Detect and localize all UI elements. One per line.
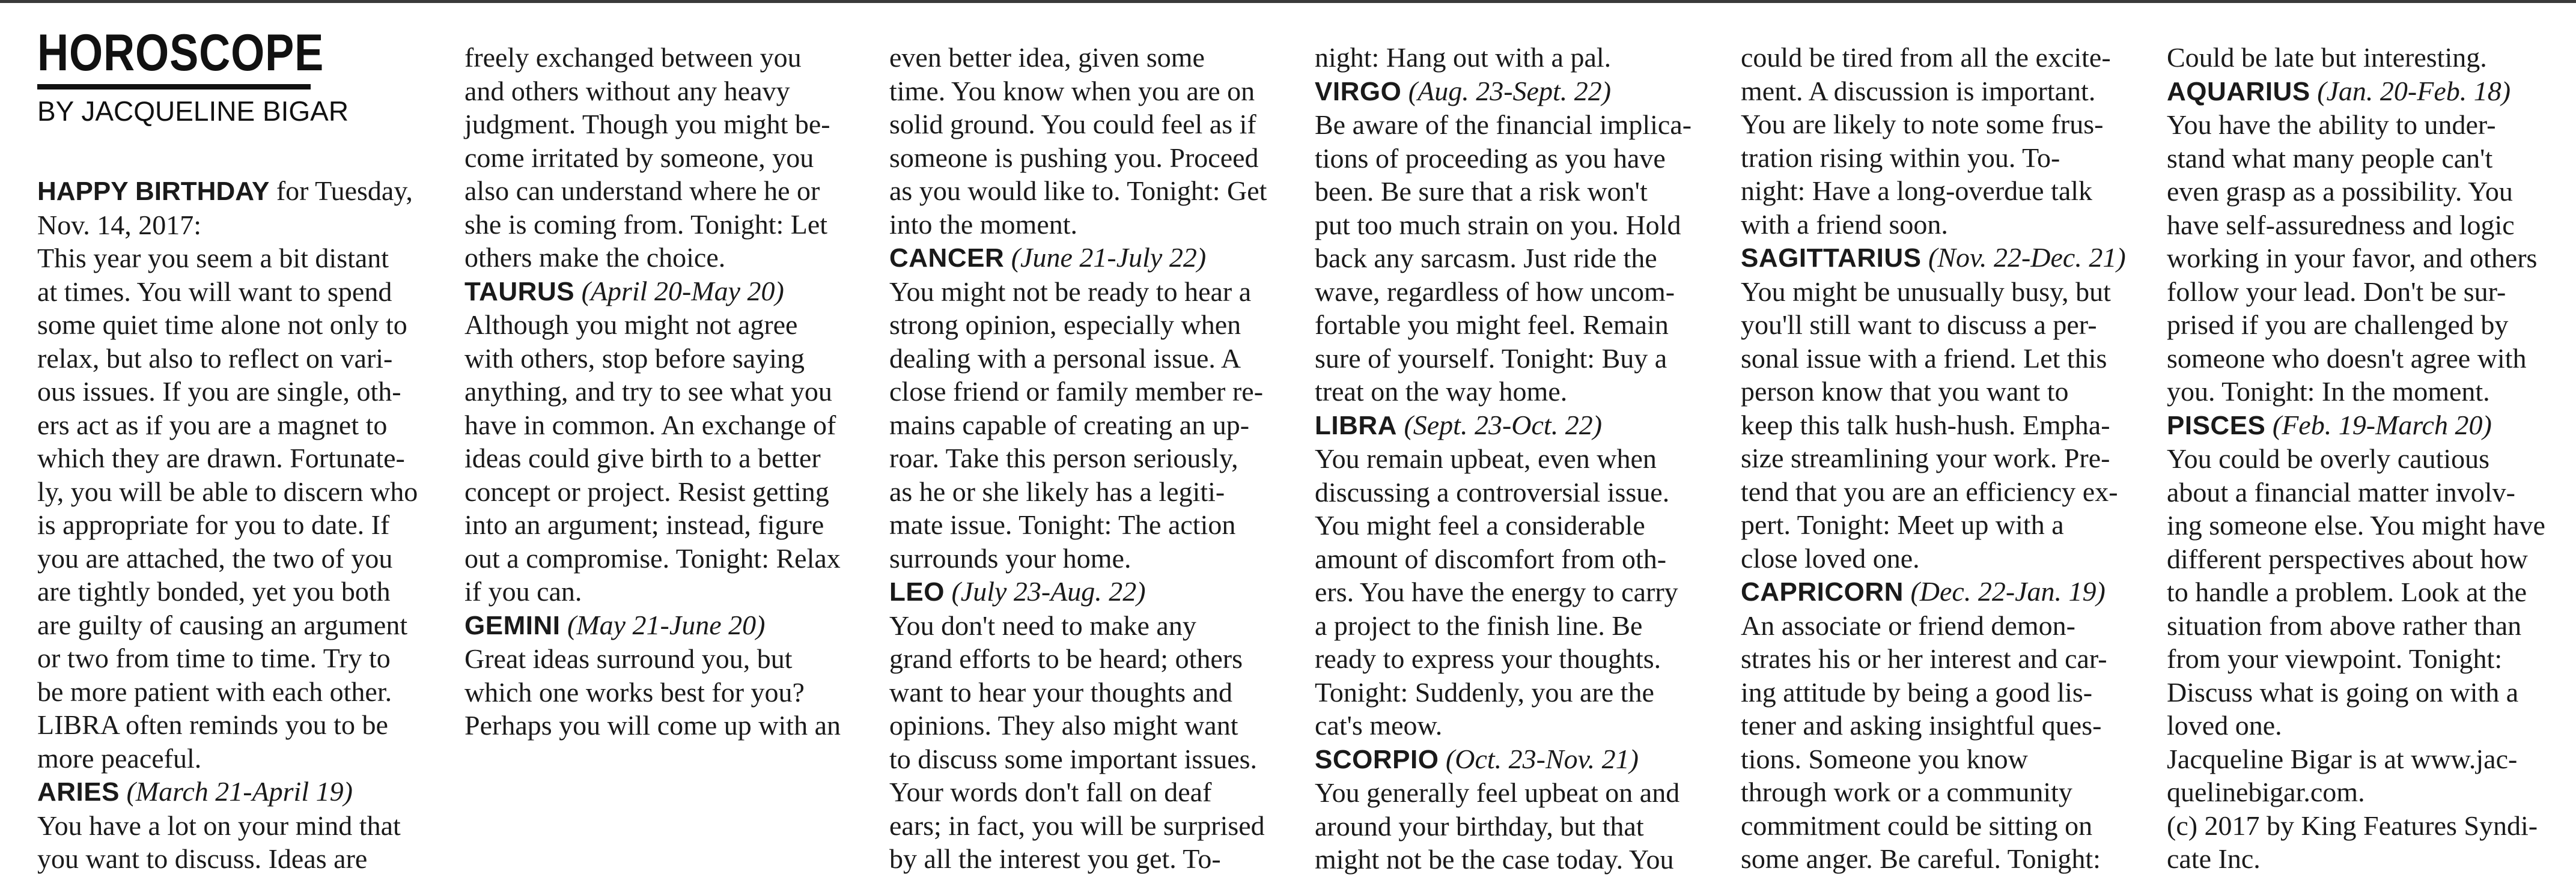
birthday-date-part1: for Tuesday,: [276, 175, 413, 206]
birthday-line: be more patient with each other.: [37, 676, 392, 707]
birthday-line: or two from time to time. Try to: [37, 643, 391, 673]
sagittarius-line: size streamlining your work. Pre-: [1741, 443, 2110, 473]
aries-line: and others without any heavy: [464, 75, 790, 106]
sign-name-libra: LIBRA: [1315, 410, 1397, 440]
gemini-line: into the moment.: [889, 208, 1078, 240]
capricorn-line: some anger. Be careful. Tonight:: [1741, 843, 2101, 874]
sagittarius-line: keep this talk hush-hush. Empha-: [1741, 409, 2110, 440]
birthday-date-part2: Nov. 14, 2017:: [37, 209, 202, 240]
title-underline: [37, 84, 311, 90]
aries-heading: [37, 775, 428, 809]
capricorn-line: tions. Someone you know: [1741, 743, 2028, 774]
capricorn-line: tener and asking insightful ques-: [1741, 710, 2102, 741]
virgo-line: tions of proceeding as you have: [1315, 142, 1666, 174]
pisces-line: You could be overly cautious: [2167, 443, 2490, 474]
birthday-line: is appropriate for you to date. If: [37, 509, 390, 540]
virgo-line: back any sarcasm. Just ride the: [1315, 243, 1657, 273]
capricorn-line: Could be late but interesting.: [2167, 42, 2487, 73]
column-2: [464, 41, 873, 759]
aquarius-line: follow your lead. Don't be sur-: [2167, 276, 2506, 307]
sign-name-leo: LEO: [889, 577, 945, 607]
sagittarius-line: You might be unusually busy, but: [1741, 276, 2111, 307]
aries-line: she is coming from. Tonight: Let: [464, 208, 828, 240]
sign-name-aquarius: AQUARIUS: [2167, 76, 2310, 106]
birthday-line: LIBRA often reminds you to be: [37, 709, 388, 740]
capricorn-line: An associate or friend demon-: [1741, 610, 2075, 641]
scorpio-line: You are likely to note some frus-: [1741, 109, 2104, 139]
capricorn-line: ing attitude by being a good lis-: [1741, 676, 2093, 708]
gemini-heading: [464, 608, 873, 643]
libra-line: Tonight: Suddenly, you are the: [1315, 676, 1654, 708]
gemini-line: time. You know when you are on: [889, 75, 1255, 106]
birthday-heading-line: [37, 174, 428, 208]
pisces-heading: [2167, 408, 2566, 443]
aries-line: also can understand where he or: [464, 175, 820, 206]
taurus-line: anything, and try to see what you: [464, 376, 832, 407]
scorpio-line: with a friend soon.: [1741, 208, 1948, 240]
virgo-line: sure of yourself. Tonight: Buy a: [1315, 342, 1667, 374]
pisces-line: different perspectives about how: [2167, 543, 2528, 574]
leo-line: by all the interest you get. To-: [889, 843, 1221, 874]
libra-line: You remain upbeat, even when: [1315, 443, 1657, 474]
libra-line: You might feel a considerable: [1315, 510, 1645, 541]
aquarius-line: someone who doesn't agree with: [2167, 342, 2527, 374]
libra-line: a project to the finish line. Be: [1315, 610, 1643, 641]
column-3: [889, 41, 1292, 874]
taurus-line: out a compromise. Tonight: Relax: [464, 542, 841, 574]
gemini-line: Perhaps you will come up with an: [464, 710, 841, 741]
aquarius-line: working in your favor, and others: [2167, 243, 2538, 273]
leo-line: grand efforts to be heard; others: [889, 643, 1243, 674]
birthday-line: some quiet time alone not only to: [37, 309, 407, 340]
gemini-line: solid ground. You could feel as if: [889, 109, 1256, 139]
sign-name-capricorn: CAPRICORN: [1741, 577, 1904, 607]
aries-line: You have a lot on your mind that: [37, 810, 401, 841]
column-5: [1741, 41, 2143, 874]
virgo-line: wave, regardless of how uncom-: [1315, 276, 1675, 307]
sign-dates-capricorn: (Dec. 22-Jan. 19): [1910, 576, 2106, 607]
birthday-line: more peaceful.: [37, 742, 202, 774]
taurus-line: concept or project. Resist getting: [464, 476, 829, 507]
cancer-line: dealing with a personal issue. A: [889, 342, 1241, 374]
sagittarius-line: you'll still want to discuss a per-: [1741, 309, 2097, 340]
capricorn-line: strates his or her interest and car-: [1741, 643, 2107, 674]
libra-line: discussing a controversial issue.: [1315, 476, 1670, 508]
taurus-line: ideas could give birth to a better: [464, 443, 821, 473]
cancer-line: surrounds your home.: [889, 542, 1131, 574]
scorpio-heading: [1315, 742, 1717, 777]
pisces-line: Discuss what is going on with a: [2167, 676, 2519, 708]
scorpio-line: You generally feel upbeat on and: [1315, 777, 1680, 808]
aries-line: you want to discuss. Ideas are: [37, 843, 368, 874]
leo-line: want to hear your thoughts and: [889, 676, 1233, 708]
cancer-line: roar. Take this person seriously,: [889, 443, 1238, 473]
sign-dates-leo: (July 23-Aug. 22): [951, 576, 1146, 607]
aquarius-line: have self-assuredness and logic: [2167, 209, 2515, 240]
sign-name-virgo: VIRGO: [1315, 76, 1402, 106]
pisces-line: loved one.: [2167, 710, 2282, 741]
top-rule: [0, 0, 2576, 3]
sign-dates-aries: (March 21-April 19): [126, 776, 353, 807]
page-title: HOROSCOPE: [37, 24, 324, 82]
sagittarius-line: person know that you want to: [1741, 376, 2069, 407]
pisces-line: from your viewpoint. Tonight:: [2167, 643, 2503, 674]
birthday-line: ous issues. If you are single, oth-: [37, 376, 401, 407]
birthday-line: ers act as if you are a magnet to: [37, 409, 388, 440]
sign-name-gemini: GEMINI: [464, 610, 561, 640]
virgo-line: fortable you might feel. Remain: [1315, 309, 1669, 340]
cancer-heading: [889, 241, 1292, 275]
aquarius-line: you. Tonight: In the moment.: [2167, 376, 2490, 407]
aquarius-line: You have the ability to under-: [2167, 109, 2496, 140]
birthday-line: are tightly bonded, yet you both: [37, 576, 391, 607]
gemini-line: even better idea, given some: [889, 42, 1205, 73]
taurus-line: with others, stop before saying: [464, 342, 805, 374]
sign-name-scorpio: SCORPIO: [1315, 744, 1439, 774]
pisces-line: to handle a problem. Look at the: [2167, 577, 2527, 607]
leo-line: You don't need to make any: [889, 610, 1196, 641]
scorpio-line: could be tired from all the excite-: [1741, 42, 2111, 73]
aquarius-line: prised if you are challenged by: [2167, 309, 2509, 340]
virgo-line: been. Be sure that a risk won't: [1315, 176, 1648, 207]
sign-name-sagittarius: SAGITTARIUS: [1741, 243, 1922, 273]
pisces-line: about a financial matter involv-: [2167, 476, 2515, 508]
sign-name-aries: ARIES: [37, 777, 120, 807]
virgo-heading: [1315, 74, 1717, 109]
aquarius-heading: [2167, 74, 2566, 109]
taurus-line: if you can.: [464, 576, 582, 607]
sign-dates-pisces: (Feb. 19-March 20): [2272, 409, 2492, 440]
taurus-line: into an argument; instead, figure: [464, 509, 824, 540]
sign-name-taurus: TAURUS: [464, 276, 575, 306]
taurus-line: Although you might not agree: [464, 309, 798, 340]
libra-line: ers. You have the energy to carry: [1315, 577, 1678, 607]
gemini-line: as you would like to. Tonight: Get: [889, 175, 1267, 206]
birthday-line: ly, you will be able to discern who: [37, 476, 418, 507]
column-6: [2167, 41, 2566, 874]
column-1: [37, 174, 428, 892]
leo-line: to discuss some important issues.: [889, 743, 1258, 774]
cancer-line: as he or she likely has a legiti-: [889, 476, 1225, 507]
scorpio-line: tration rising within you. To-: [1741, 142, 2060, 173]
cancer-line: You might not be ready to hear a: [889, 276, 1252, 307]
footer-line: quelinebigar.com.: [2167, 777, 2365, 807]
aquarius-line: even grasp as a possibility. You: [2167, 176, 2513, 207]
sign-dates-virgo: (Aug. 23-Sept. 22): [1408, 75, 1612, 106]
footer-line: cate Inc.: [2167, 843, 2261, 874]
scorpio-line: might not be the case today. You: [1315, 844, 1674, 875]
sagittarius-heading: [1741, 241, 2143, 275]
cancer-line: mains capable of creating an up-: [889, 409, 1250, 440]
sagittarius-line: tend that you are an efficiency ex-: [1741, 476, 2118, 507]
aries-line: come irritated by someone, you: [464, 142, 814, 173]
aries-line: others make the choice.: [464, 242, 726, 273]
cancer-line: close friend or family member re-: [889, 376, 1264, 407]
birthday-line: are guilty of causing an argument: [37, 609, 408, 640]
taurus-line: have in common. An exchange of: [464, 409, 836, 440]
birthday-line: you are attached, the two of you: [37, 542, 393, 574]
sign-dates-gemini: (May 21-June 20): [567, 609, 766, 640]
byline: BY JACQUELINE BIGAR: [37, 96, 349, 127]
birthday-line: This year you seem a bit distant: [37, 243, 389, 273]
leo-line: night: Hang out with a pal.: [1315, 42, 1612, 73]
footer-line: Jacqueline Bigar is at www.jac-: [2167, 743, 2518, 774]
sign-dates-taurus: (April 20-May 20): [581, 275, 784, 306]
sign-dates-aquarius: (Jan. 20-Feb. 18): [2317, 75, 2511, 106]
taurus-heading: [464, 275, 873, 309]
sign-dates-scorpio: (Oct. 23-Nov. 21): [1445, 743, 1639, 774]
scorpio-line: ment. A discussion is important.: [1741, 75, 2096, 106]
leo-heading: [889, 575, 1292, 609]
cancer-line: strong opinion, especially when: [889, 309, 1241, 340]
leo-line: opinions. They also might want: [889, 710, 1238, 741]
birthday-line: relax, but also to reflect on vari-: [37, 342, 393, 374]
libra-line: ready to express your thoughts.: [1315, 643, 1661, 674]
sign-name-cancer: CANCER: [889, 243, 1005, 273]
sagittarius-line: pert. Tonight: Meet up with a: [1741, 509, 2064, 540]
sign-dates-libra: (Sept. 23-Oct. 22): [1404, 409, 1603, 440]
capricorn-line: through work or a community: [1741, 777, 2072, 807]
leo-line: Your words don't fall on deaf: [889, 777, 1212, 807]
aries-line: freely exchanged between you: [464, 42, 802, 73]
gemini-line: someone is pushing you. Proceed: [889, 142, 1259, 173]
sagittarius-line: sonal issue with a friend. Let this: [1741, 342, 2107, 374]
birthday-line: which they are drawn. Fortunate-: [37, 443, 405, 473]
gemini-line: which one works best for you?: [464, 676, 805, 708]
aquarius-line: stand what many people can't: [2167, 142, 2493, 174]
pisces-line: situation from above rather than: [2167, 610, 2522, 641]
column-4: [1315, 41, 1717, 875]
capricorn-heading: [1741, 575, 2143, 609]
birthday-line: at times. You will want to spend: [37, 276, 392, 307]
scorpio-line: night: Have a long-overdue talk: [1741, 175, 2093, 206]
masthead: [37, 24, 379, 127]
aries-line: judgment. Though you might be-: [464, 109, 830, 139]
libra-line: amount of discomfort from oth-: [1315, 543, 1667, 574]
libra-heading: [1315, 408, 1717, 443]
sign-dates-cancer: (June 21-July 22): [1011, 242, 1207, 273]
leo-line: ears; in fact, you will be surprised: [889, 810, 1265, 841]
scorpio-line: around your birthday, but that: [1315, 810, 1644, 842]
virgo-line: put too much strain on you. Hold: [1315, 209, 1681, 240]
sign-dates-sagittarius: (Nov. 22-Dec. 21): [1928, 242, 2126, 273]
libra-line: cat's meow.: [1315, 710, 1443, 741]
virgo-line: Be aware of the financial implica-: [1315, 109, 1692, 140]
birthday-label: HAPPY BIRTHDAY: [37, 177, 270, 206]
sign-name-pisces: PISCES: [2167, 410, 2266, 440]
footer-line: (c) 2017 by King Features Syndi-: [2167, 810, 2538, 841]
cancer-line: mate issue. Tonight: The action: [889, 509, 1236, 540]
sagittarius-line: close loved one.: [1741, 542, 1920, 574]
capricorn-line: commitment could be sitting on: [1741, 810, 2093, 841]
gemini-line: Great ideas surround you, but: [464, 643, 793, 674]
virgo-line: treat on the way home.: [1315, 376, 1568, 407]
pisces-line: ing someone else. You might have: [2167, 510, 2545, 541]
